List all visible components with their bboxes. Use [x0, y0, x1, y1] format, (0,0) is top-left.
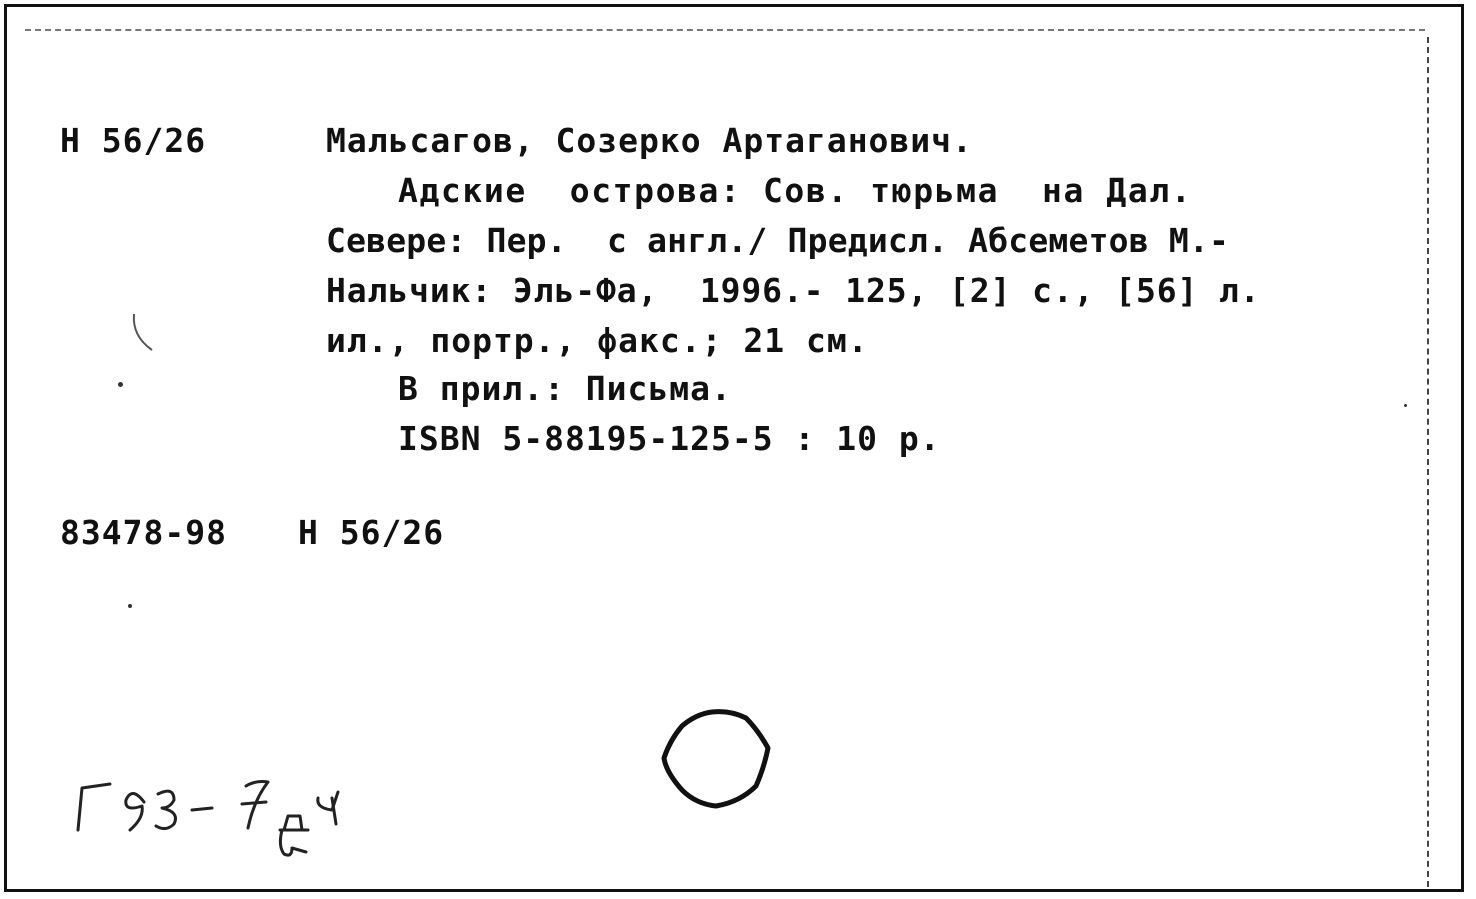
ink-speck	[1404, 404, 1407, 407]
author-heading: Мальсагов, Созерко Артаганович.	[326, 121, 973, 160]
top-dashed-edge	[25, 29, 1425, 31]
title-line-4: ил., портр., факс.; 21 см.	[326, 321, 869, 360]
call-number: Н 56/26	[60, 121, 207, 160]
handwritten-note	[70, 768, 370, 868]
title-line-1: Адские острова: Сов. тюрьма на Дал.	[398, 171, 1193, 210]
ink-mark	[128, 310, 158, 355]
title-line-2: Севере: Пер. с англ./ Предисл. Абсеметов М.-	[326, 221, 1230, 260]
ink-speck	[128, 604, 132, 608]
bottom-call-number: Н 56/26	[298, 513, 445, 552]
isbn-line: ISBN 5-88195-125-5 : 10 р.	[398, 419, 941, 458]
inventory-number: 83478-98	[60, 513, 227, 552]
note-line: В прил.: Письма.	[398, 369, 732, 408]
circle-mark	[660, 706, 776, 812]
right-dashed-edge	[1427, 37, 1429, 887]
title-line-3: Нальчик: Эль-Фа, 1996.- 125, [2] с., [56] л.	[326, 271, 1261, 310]
ink-speck	[118, 382, 123, 387]
